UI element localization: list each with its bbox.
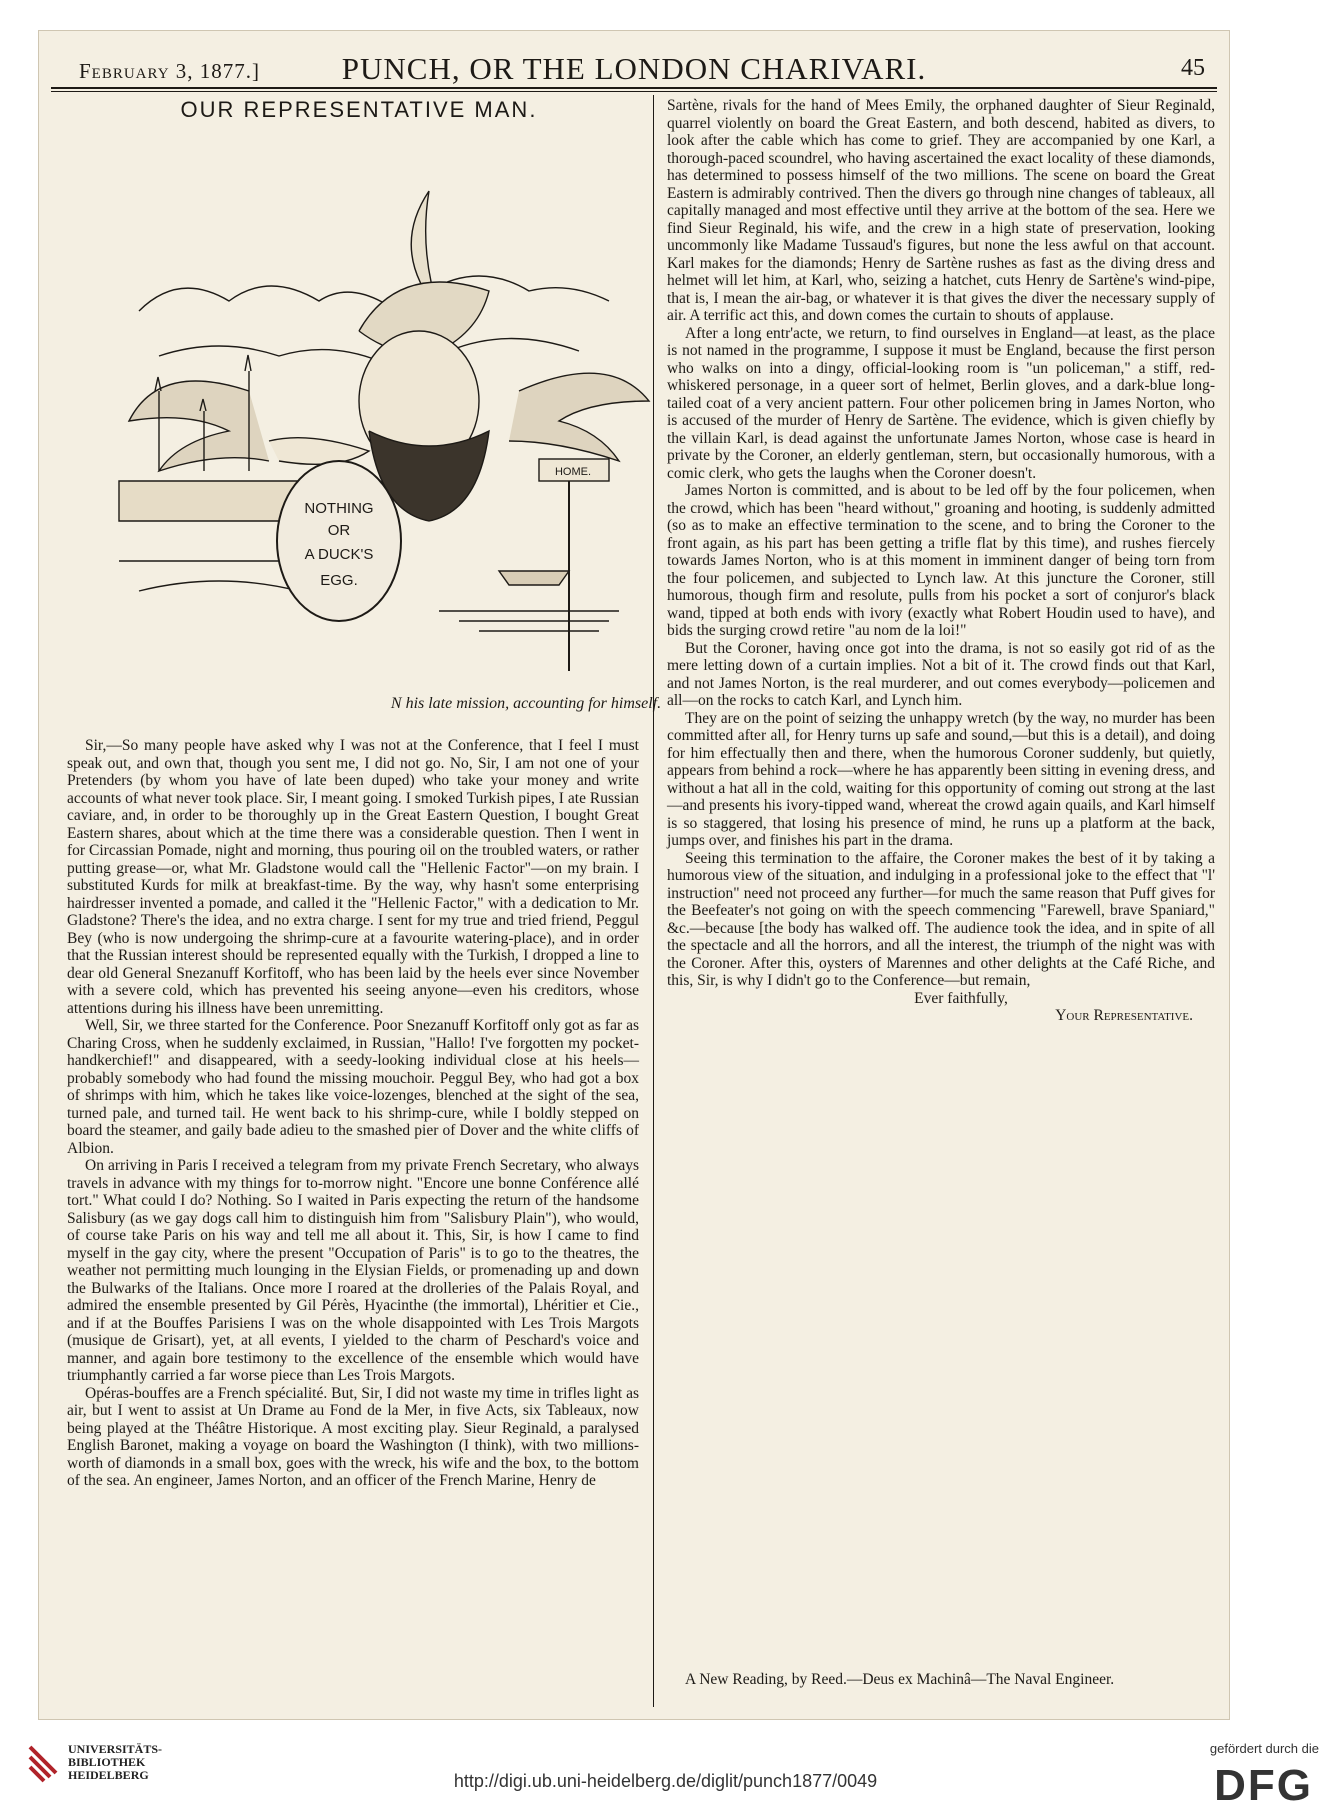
egg-text-line-2: OR <box>327 522 351 539</box>
closing-salutation: Ever faithfully, <box>914 989 1008 1007</box>
right-paragraph: They are on the point of seizing the unhappy wretch (by the way, no murder has been committed after all, for Henry turns up safe and sound,—but this is a detail), and doing for him effectually then and there, when the humorous Coroner suddenly, but quietly, appears from behind a rock—where he has apparently been sitting in evening dress, and without a hat all in the cold, waiting for this opportunity of coming out strong at the last—and presents his ivory-tipped wand, whereat the crowd again quails, and Karl himself is so staggered, that losing his presence of mind, he runs up a platform at the back, jumps over, and finishes his part in the drama. <box>667 709 1215 849</box>
library-name-line: HEIDELBERG <box>68 1768 149 1782</box>
left-column <box>67 737 639 1490</box>
left-paragraph: Well, Sir, we three started for the Conference. Poor Snezanuff Korfitoff only got as far as Charing Cross, when he suddenly exclaimed, in Russian, "Hallo! I've forgotten my pocket-handkerchief!" and disappeared, with a seedy-looking individual close at his heels—probably somebody who had found the missing mouchoir. Peggul Bey, who had got a box of shrimps with him, which he takes like voice-lozenges, blenched at the sight of the sea, turned pale, and turned tail. He went back to his shrimp-cure, while I boldly stepped on board the steamer, and gaily bade adieu to the smashed pier of Dover and the white cliffs of Albion. <box>67 1017 639 1157</box>
egg-text-line-1: NOTHING <box>304 500 374 517</box>
cartoon-caption: N his late mission, accounting for himself. <box>390 695 662 712</box>
page-footer <box>0 1735 1331 1820</box>
source-url[interactable]: http://digi.ub.uni-heidelberg.de/diglit/punch1877/0049 <box>453 1771 878 1791</box>
header-page-number: 45 <box>1181 55 1205 81</box>
cartoon-drawing <box>99 141 659 701</box>
header-rule <box>51 87 1217 89</box>
page-header <box>51 49 1217 89</box>
right-paragraph: James Norton is committed, and is about to be led off by the four policemen, when the crowd, which has been "heard without," groaning and hooting, is suddenly admitted (so as to make an effective termination to the scene, and to bring the Coroner to the front again, as his part has been getting a trifle flat by this time), and rushes fiercely towards James Norton, who is at this moment in imminent danger of being torn from the four policemen, and subjected to Lynch law. At this juncture the Coroner, still humorous, though firm and resolute, pulls from his pocket a sort of conjuror's black wand, tipped at both ends with ivory (exactly what Robert Houdin used to have), and bids the surging crowd retire "au nom de la loi!" <box>667 482 1215 639</box>
egg-text-line-3: A DUCK'S <box>304 546 374 563</box>
header-rule-thin <box>51 91 1217 92</box>
column-divider <box>653 95 654 1707</box>
right-column <box>667 97 1215 1025</box>
closing-signature: Your Representative. <box>1055 1007 1193 1024</box>
funding-caption: gefördert durch die <box>1209 1741 1319 1756</box>
right-paragraph: After a long entr'acte, we return, to find ourselves in England—at least, as the place is not named in the programme, I suppose it must be England, because the first person who walks on into a dingy, official-looking room is "un policeman," a stiff, red-whiskered personage, in a queer sort of helmet, Berlin gloves, and a dark-blue long-tailed coat of a very ancient pattern. Four other policemen bring in James Norton, who is accused of the murder of Henry de Sartène. The evidence, which is given chiefly by the villain Karl, is dead against the unfortunate James Norton, whose case is heard in private by the Coroner, an elderly gentleman, stern, but occasionally humorous, with a comic clerk, who gets the laughs when the Coroner doesn't. <box>667 324 1215 482</box>
article-title: OUR REPRESENTATIVE MAN. <box>180 97 538 122</box>
egg-text-line-4: EGG. <box>320 572 358 589</box>
right-paragraph: Seeing this termination to the affaire, the Coroner makes the best of it by taking a humorous view of the situation, and indulging in a professional joke to the effect that "l' instruction" need not proceed any further—for much the same reason that Puff gives for the Beefeater's not going on with the speech commencing "Farewell, brave Spaniard," &c.—because [the body has walked off. The audience took the idea, and in spite of all the spectacle and all the horrors, and all the interest, the triumph of the night was with the Coroner. After this, oysters of Marennes and other delights at the Café Riche, and this, Sir, is why I didn't go to the Conference—but remain, <box>667 849 1215 989</box>
newspaper-page <box>38 30 1230 1720</box>
squib-block <box>667 1671 1215 1689</box>
right-paragraph: But the Coroner, having once got into the drama, is not so easily got rid of as the mere letting down of a curtain implies. Not a bit of it. The crowd finds out that Karl, and not James Norton, is the real murderer, and out comes everybody—policemen and all—on the rocks to catch Karl, and Lynch him. <box>667 639 1215 709</box>
library-name-line: BIBLIOTHEK <box>68 1755 146 1769</box>
left-paragraph: On arriving in Paris I received a telegram from my private French Secretary, who always travels in advance with my things for to-morrow night. "Encore une bonne Conférence allé tort." What could I do? Nothing. So I waited in Paris expecting the return of the handsome Salisbury (as we gay dogs call him to distinguish him from "Salisbury Plain"), who would, of course take Paris on his way and tell me all about it. This, Sir, is how I came to find myself in the gay city, where the present "Occupation of Paris" is to go to the theatres, the weather not permitting much lounging in the Elysian Fields, or promenading up and down the Bulwarks of the Italians. Once more I roared at the drolleries of the Palais Royal, and admired the ensemble presented by Gil Pérès, Hyacinthe (the immortal), Lhéritier et Cie., and if at the Bouffes Parisiens I was on the whole disappointed with Les Trois Margots (musique de Grisart), yet, at all events, I yielded to the charm of Peschard's voice and manner, and again bore testimony to the excellence of the ensemble which would have triumphantly carried a far worse piece than Les Trois Margots. <box>67 1157 639 1384</box>
signpost-text: HOME. <box>554 466 592 478</box>
left-paragraph: Sir,—So many people have asked why I was not at the Conference, that I feel I must speak out, and own that, though you sent me, I did not go. No, Sir, I am not one of your Pretenders (by whom you have of late been duped) who take your money and write accounts of what never took place. Sir, I meant going. I smoked Turkish pipes, I ate Russian caviare, and, in order to be thoroughly up in the Great Eastern Question, I bought Great Eastern shares, about which at the time there was a considerable question. Then I went in for Circassian Pomade, night and morning, thus pouring oil on the troubled waters, or rather putting grease—or, what Mr. Gladstone would call the "Hellenic Factor"—on my brain. I substituted Kurds for milk at breakfast-time. By the way, why hasn't some enterprising hairdresser invented a pomade, and called it the "Hellenic Factor," with a dedication to Mr. Gladstone? There's the idea, and no extra charge. I sent for my true and tried friend, Peggul Bey (who is now undergoing the shrimp-cure at a favourite watering-place), and in order that the Russian interest should be represented equally with the Turkish, I dropped a line to dear old General Snezanuff Korfitoff, who has been laid by the heels ever since November with a severe cold, which has prevented his seeing anyone—even his creditors, whose attentions during his illness have been unremitting. <box>67 737 639 1017</box>
cartoon-illustration <box>99 141 659 701</box>
library-name-line: UNIVERSITÄTS- <box>68 1742 163 1756</box>
right-paragraph: Sartène, rivals for the hand of Mees Emily, the orphaned daughter of Sieur Reginald, quarrel violently on board the Great Eastern, and both descend, habited as divers, to look after the cable which has come to grief. They are accompanied by one Karl, a thorough-paced scoundrel, who having ascertained the exact locality of these diamonds, has determined to possess himself of the two millions. The scene on board the Great Eastern is admirably contrived. Then the divers go through nine changes of tableaux, all capitally managed and most effective until they arrive at the bottom of the sea. Here we find Sieur Reginald, his wife, and the crew in a high state of preservation, looking uncommonly like Madame Tussaud's figures, but none the less awful on that account. Karl makes for the diamonds; Henry de Sartène rushes as fast as the diving dress and helmet will let him, at Karl, who, seizing a hatchet, cuts Henry de Sartène's wind-pipe, that is, I mean the air-bag, or whatever it is that gives the diver the necessary supply of air. A terrific act this, and down comes the curtain to shouts of applause. <box>667 97 1215 324</box>
egg-shape <box>277 461 401 621</box>
left-paragraph: Opéras-bouffes are a French spécialité. But, Sir, I did not waste my time in trifles light as air, but I went to assist at Un Drame au Fond de la Mer, in five Acts, six Tableaux, now being played at the Théâtre Historique. A most exciting play. Sieur Reginald, a paralysed English Baronet, making a voyage on board the Washington (I think), with two millions-worth of diamonds in a small box, goes with the wreck, his wife and the box, to the bottom of the sea. An engineer, James Norton, and an officer of the French Marine, Henry de <box>67 1384 639 1489</box>
dfg-logo: DFG <box>1214 1761 1313 1810</box>
header-date: February 3, 1877.] <box>79 59 261 83</box>
header-title: PUNCH, OR THE LONDON CHARIVARI. <box>341 51 927 86</box>
squib-text: A New Reading, by Reed.—Deus ex Machinâ—The Naval Engineer. <box>685 1671 1115 1688</box>
